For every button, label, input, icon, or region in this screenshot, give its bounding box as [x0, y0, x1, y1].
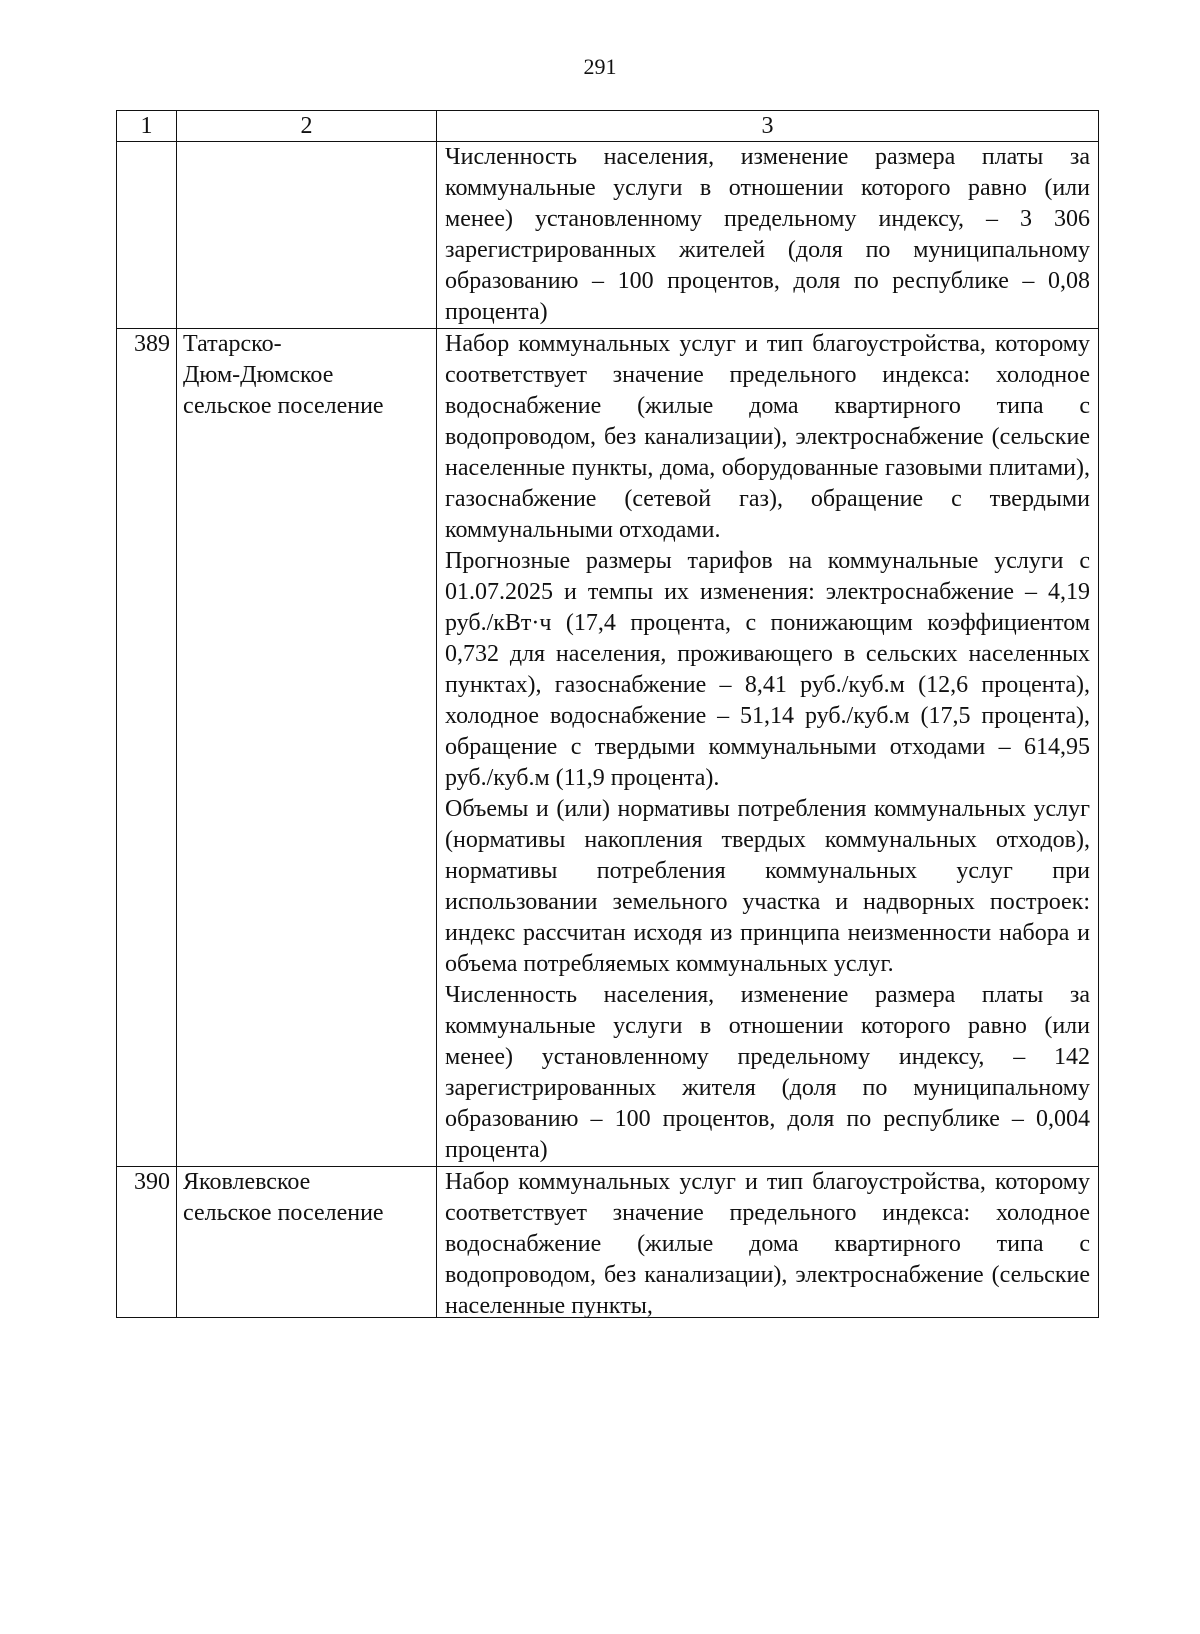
- description-paragraph: Численность населения, изменение размера платы за коммунальные услуги в отношении которого равно (или менее) установленному предельному индексу, – 142 зарегистрированных жителя (доля по муниципальному образованию – 100 процентов, доля по республике – 0,004 процента): [445, 982, 1090, 1163]
- column-header-1: 1: [117, 111, 177, 142]
- row-description-cell: [437, 1167, 1099, 1318]
- settlement-name-line: Татарско-: [183, 331, 282, 357]
- column-header-3: 3: [437, 111, 1099, 142]
- description-paragraph: Численность населения, изменение размера платы за коммунальные услуги в отношении которого равно (или менее) установленному предельному индексу, – 3 306 зарегистрированных жителей (доля по муниципальному образованию – 100 процентов, доля по республике – 0,08 процента): [445, 144, 1090, 325]
- description-paragraph: Набор коммунальных услуг и тип благоустройства, которому соответствует значение предельного индекса: холодное водоснабжение (жилые дома квартирного типа с водопроводом, без канализации), электроснабжение (сельские населенные пункты,: [445, 1169, 1090, 1317]
- settlement-name-line: сельское поселение: [183, 393, 384, 419]
- settlement-name-line: Яковлевское: [183, 1169, 311, 1195]
- row-name-cell: [177, 329, 437, 1167]
- table-header-row: [117, 111, 1099, 142]
- tariff-table: [116, 110, 1099, 1318]
- table-row-390: [117, 1167, 1099, 1318]
- row-description-cell: [437, 142, 1099, 329]
- row-number-cell: [117, 142, 177, 329]
- description-paragraph: Прогнозные размеры тарифов на коммунальные услуги с 01.07.2025 и темпы их изменения: электроснабжение – 4,19 руб./кВт·ч (17,4 процента, с понижающим коэффициентом 0,732 для населения, проживающего в сельских населенных пунктах), газоснабжение – 8,41 руб./куб.м (12,6 процента), холодное водоснабжение – 51,14 руб./куб.м (17,5 процента), обращение с твердыми коммунальными отходами – 614,95 руб./куб.м (11,9 процента).: [445, 548, 1090, 791]
- settlement-name-line: Дюм-Дюмское: [183, 362, 334, 388]
- table-row-389: [117, 329, 1099, 1167]
- row-name-cell: [177, 142, 437, 329]
- page-number: 291: [583, 54, 617, 79]
- table-row-continuation: [117, 142, 1099, 329]
- row-number-cell: 389: [117, 329, 177, 1167]
- description-paragraph: Объемы и (или) нормативы потребления коммунальных услуг (нормативы накопления твердых коммунальных отходов), нормативы потребления коммунальных услуг при использовании земельного участка и надворных построек: индекс рассчитан исходя из принципа неизменности набора и объема потребляемых коммунальных услуг.: [445, 796, 1090, 977]
- row-number-cell: 390: [117, 1167, 177, 1318]
- row-description-cell: [437, 329, 1099, 1167]
- settlement-name-line: сельское поселение: [183, 1200, 384, 1226]
- description-clip: [445, 1167, 1090, 1317]
- column-header-2: 2: [177, 111, 437, 142]
- row-name-cell: [177, 1167, 437, 1318]
- description-paragraph: Набор коммунальных услуг и тип благоустройства, которому соответствует значение предельного индекса: холодное водоснабжение (жилые дома квартирного типа с водопроводом, без канализации), электроснабжение (сельские населенные пункты, дома, оборудованные газовыми плитами), газоснабжение (сетевой газ), обращение с твердыми коммунальными отходами.: [445, 331, 1090, 543]
